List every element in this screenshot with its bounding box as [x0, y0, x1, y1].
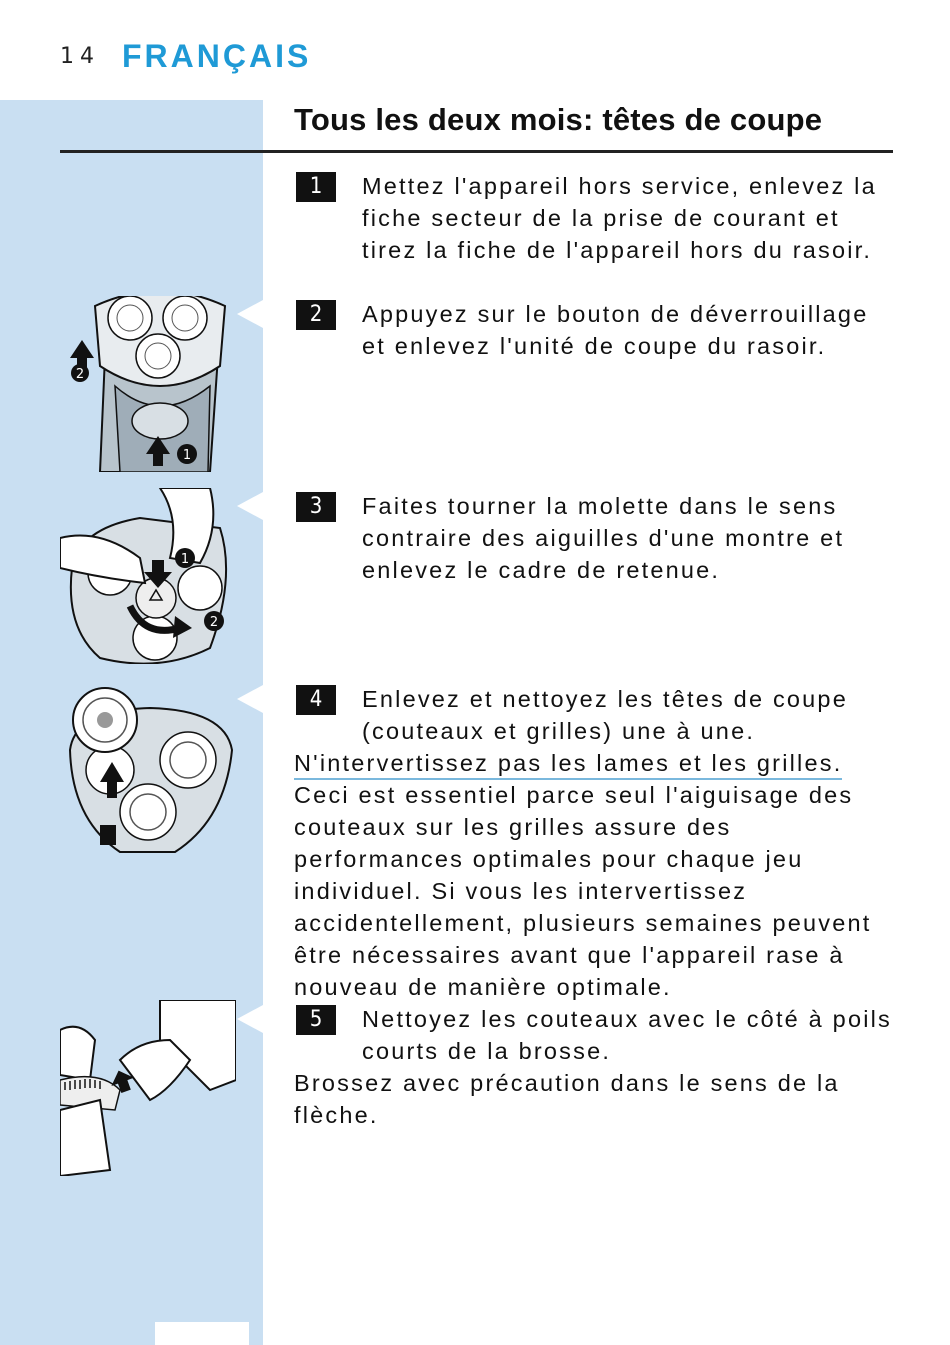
step-4-warning-line [294, 747, 894, 780]
step-text: Mettez l'appareil hors service, enlevez la fiche secteur de la prise de courant et tirez la fiche de l'appareil hors du rasoir. [362, 173, 877, 263]
cutting-head-removal-icon [60, 680, 236, 856]
page-number: 14 [60, 44, 100, 69]
svg-text:2: 2 [75, 367, 85, 382]
step-number: 5 [296, 1005, 336, 1035]
step-number: 2 [296, 300, 336, 330]
step-text: Faites tourner la molette dans le sens contraire des aiguilles d'une montre et enlevez le cadre de retenue. [362, 493, 845, 583]
step-text: Enlevez et nettoyez les têtes de coupe (couteaux et grilles) une à une. [362, 686, 848, 744]
shaver-release-icon [60, 296, 236, 472]
pointer-triangle [237, 685, 263, 713]
section-title: Tous les deux mois: têtes de coupe [294, 102, 823, 137]
pointer-triangle [237, 1005, 263, 1033]
step-4-warning: N'intervertissez pas les lames et les grilles. [294, 748, 842, 780]
step-number: 3 [296, 492, 336, 522]
step-5-note: Brossez avec précaution dans le sens de la flèche. [294, 1070, 840, 1128]
svg-text:1: 1 [180, 552, 190, 567]
brush-cleaning-icon [60, 1000, 236, 1176]
svg-text:2: 2 [209, 615, 219, 630]
bottom-tab [155, 1322, 249, 1345]
step-number: 1 [296, 172, 336, 202]
retaining-frame-turn-icon [60, 488, 236, 664]
svg-text:1: 1 [182, 448, 192, 463]
step-number: 4 [296, 685, 336, 715]
title-rule [60, 150, 893, 153]
pointer-triangle [237, 300, 263, 328]
step-4-note: Ceci est essentiel parce seul l'aiguisage des couteaux sur les grilles assure des performances optimales pour chaque jeu individuel. Si vous les intervertissez accidentellement, plusieurs semaines peuvent être nécessaires avant que l'appareil rase à nouveau de manière optimale. [294, 782, 872, 1000]
step-text: Appuyez sur le bouton de déverrouillage et enlevez l'unité de coupe du rasoir. [362, 301, 869, 359]
pointer-triangle [237, 492, 263, 520]
language-heading: FRANÇAIS [122, 38, 312, 74]
step-text: Nettoyez les couteaux avec le côté à poils courts de la brosse. [362, 1006, 893, 1064]
